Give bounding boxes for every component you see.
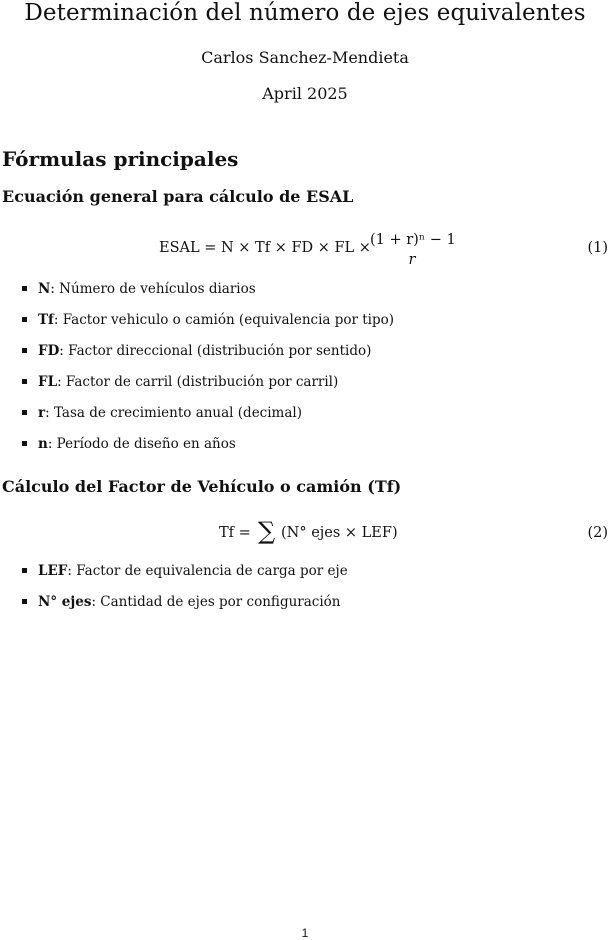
- variable-symbol: FL: [38, 374, 58, 390]
- variable-description: : Factor de equivalencia de carga por eje: [67, 563, 348, 579]
- list-item: [22, 563, 348, 594]
- variable-symbol: Tf: [38, 312, 54, 328]
- equation-esal-numerator: (1 + r)ⁿ − 1: [370, 232, 456, 248]
- variable-description: : Número de vehículos diarios: [50, 281, 256, 297]
- variable-description: : Período de diseño en años: [47, 436, 236, 452]
- variable-symbol: N° ejes: [38, 594, 92, 610]
- list-item: [22, 343, 394, 374]
- summation-symbol: ∑: [258, 517, 276, 545]
- variable-description: : Tasa de crecimiento anual (decimal): [45, 405, 302, 421]
- document-title: Determinación del número de ejes equivalentes: [24, 0, 586, 26]
- variable-symbol: FD: [38, 343, 60, 359]
- section-heading-main: Fórmulas principales: [2, 147, 239, 171]
- document-date: April 2025: [262, 84, 348, 103]
- list-item: [22, 436, 394, 467]
- document-author: Carlos Sanchez-Mendieta: [201, 48, 409, 67]
- variable-description: : Cantidad de ejes por configuración: [91, 594, 341, 610]
- equation-esal: [0, 228, 610, 272]
- list-item: [22, 594, 348, 625]
- equation-tf-body: (N° ejes × LEF): [281, 525, 398, 541]
- variable-description: : Factor vehiculo o camión (equivalencia por tipo): [53, 312, 395, 328]
- list-item: [22, 281, 394, 312]
- esal-variable-list: [22, 281, 394, 467]
- tf-variable-list: [22, 563, 348, 625]
- equation-esal-denominator: r: [408, 252, 416, 268]
- variable-symbol: N: [38, 281, 51, 297]
- variable-description: : Factor de carril (distribución por carril): [57, 374, 339, 390]
- equation-tf: [0, 517, 610, 550]
- equation-number-1: (1): [587, 240, 608, 256]
- page-number: 1: [301, 926, 309, 940]
- variable-symbol: LEF: [38, 563, 68, 579]
- variable-symbol: r: [38, 405, 46, 421]
- list-item: [22, 374, 394, 405]
- variable-description: : Factor direccional (distribución por sentido): [59, 343, 372, 359]
- equation-number-2: (2): [587, 525, 608, 541]
- list-item: [22, 405, 394, 436]
- variable-symbol: n: [38, 436, 48, 452]
- subsection-heading-tf: Cálculo del Factor de Vehículo o camión (Tf): [2, 477, 402, 496]
- equation-esal-lhs: ESAL = N × Tf × FD × FL ×: [159, 240, 371, 256]
- subsection-heading-esal: Ecuación general para cálculo de ESAL: [2, 187, 354, 206]
- list-item: [22, 312, 394, 343]
- equation-tf-lhs: Tf =: [219, 525, 251, 541]
